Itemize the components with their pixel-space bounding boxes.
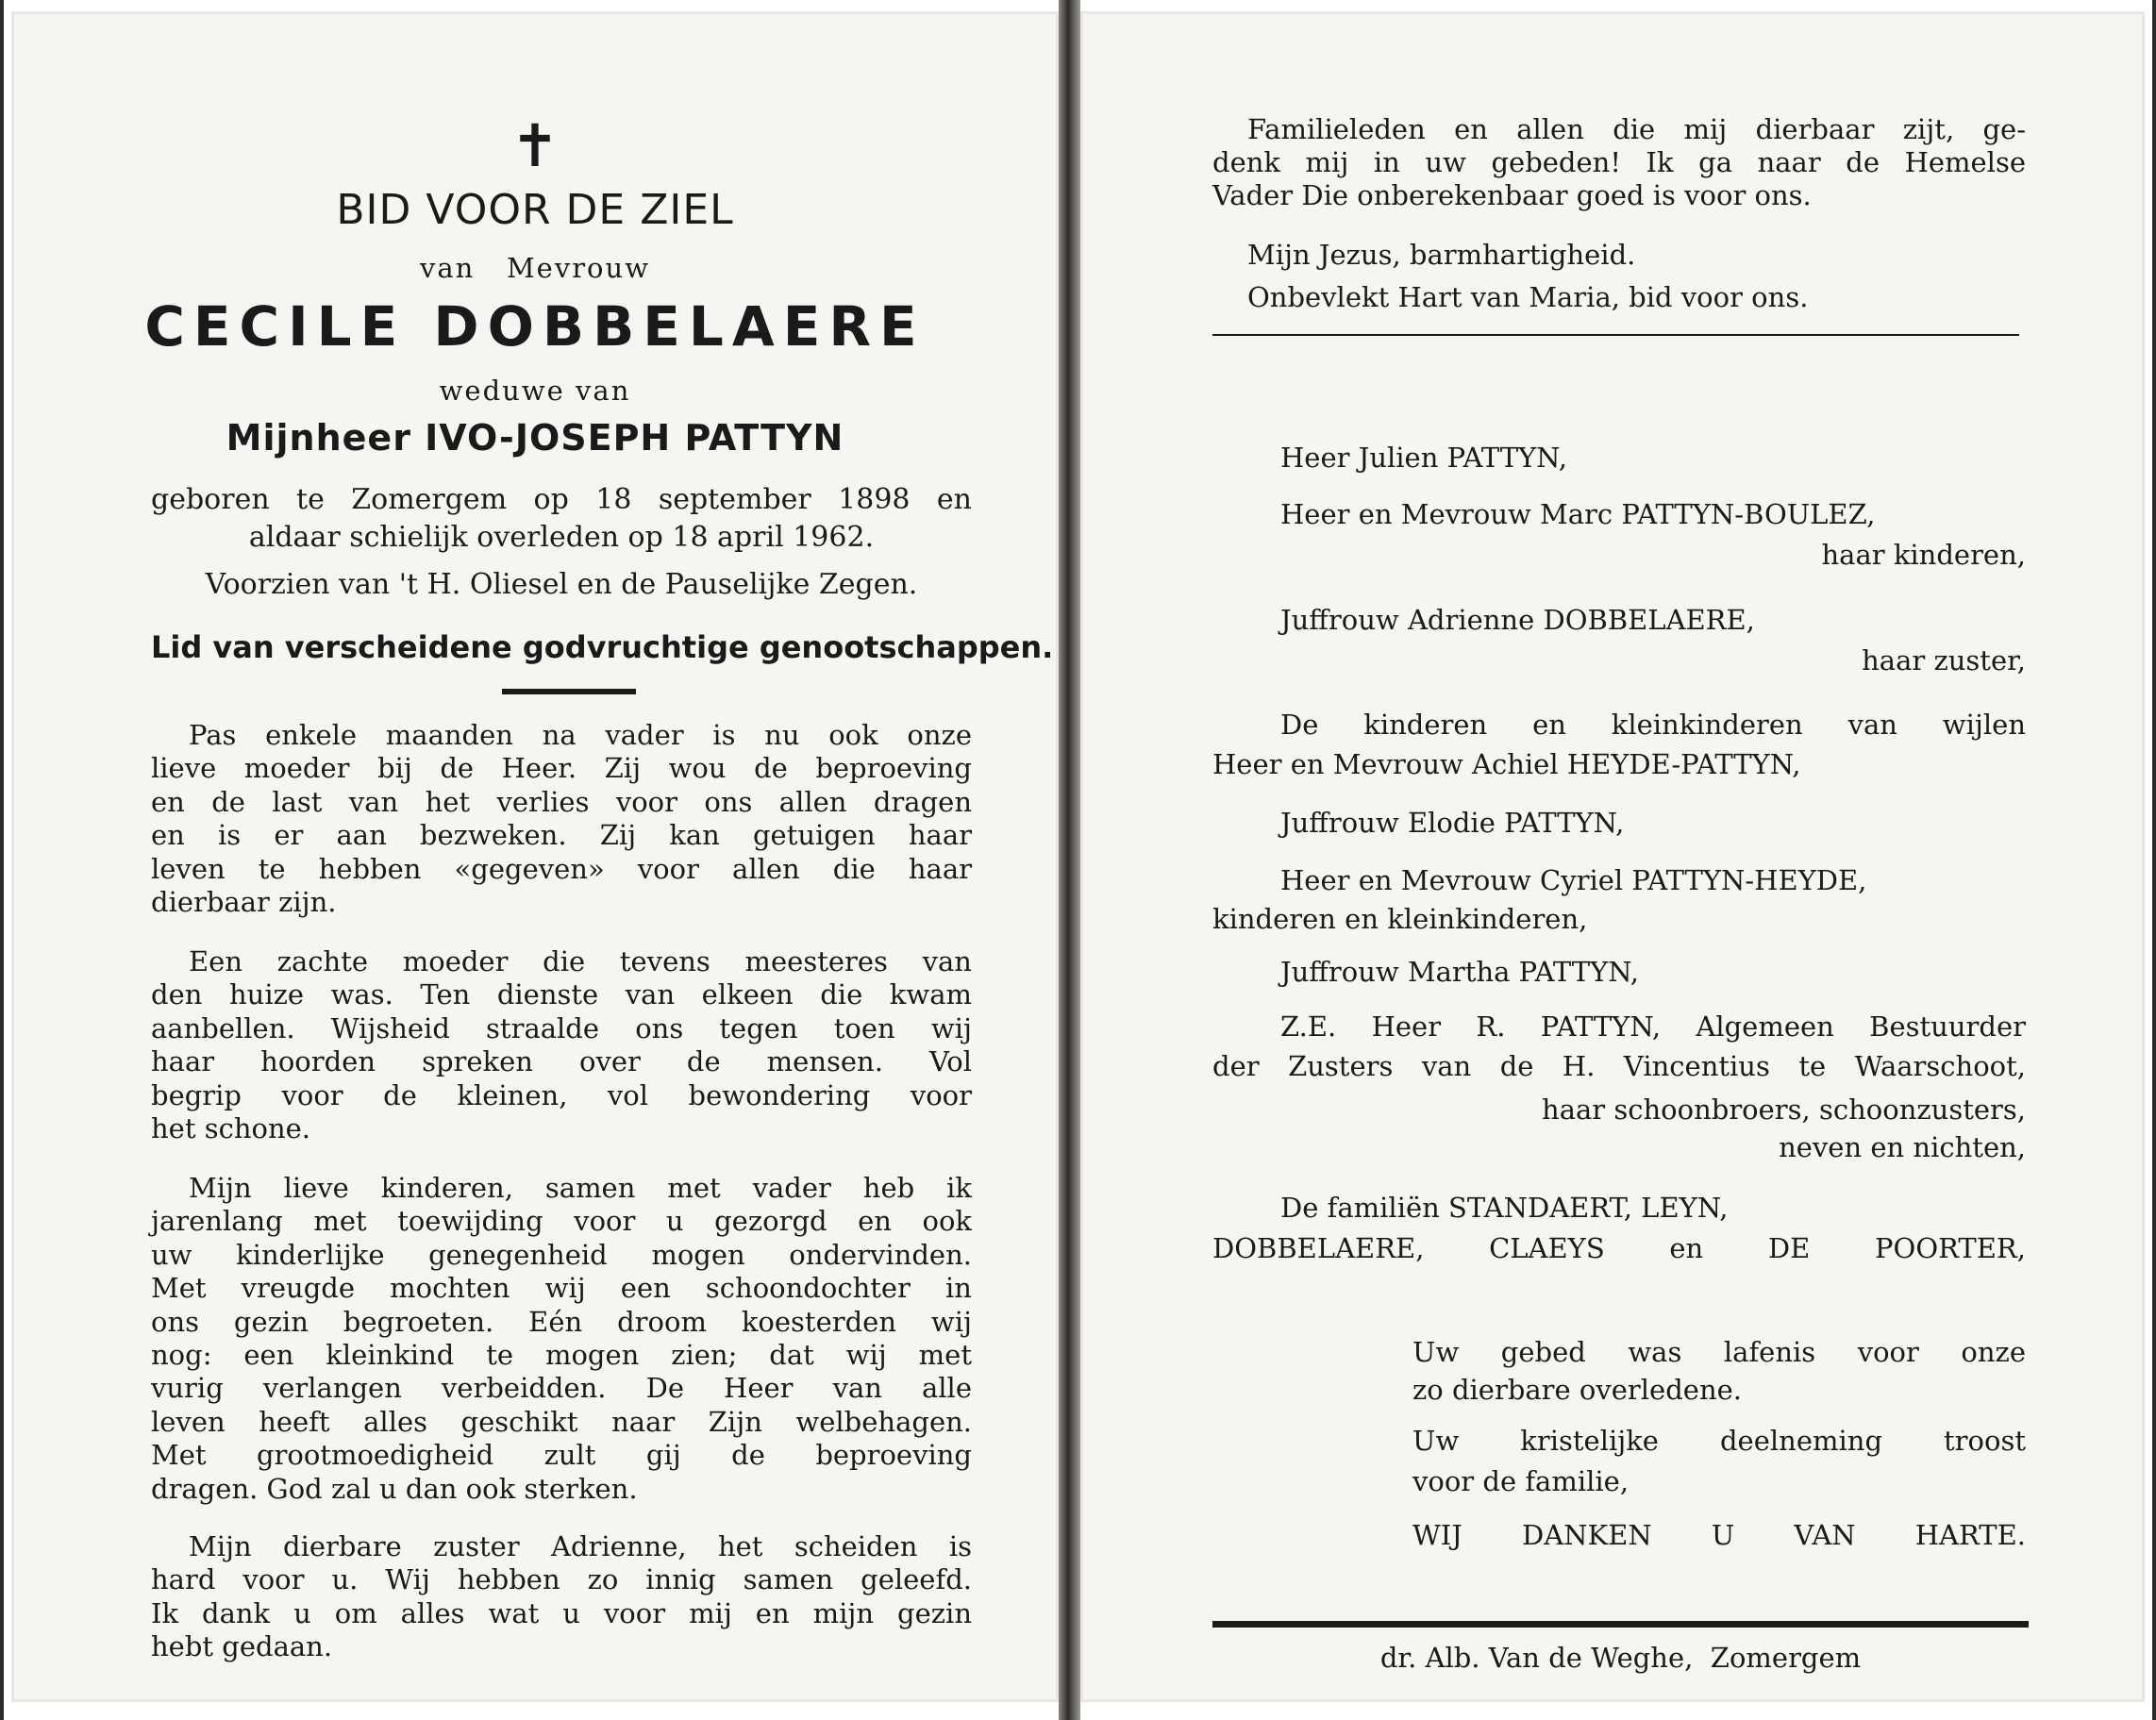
text-line: dragen. God zal u dan ook sterken. [151,1472,638,1505]
family-cyriel: Heer en Mevrouw Cyriel PATTYN-HEYDE, [1280,864,1867,896]
family-note: haar kinderen, [1821,539,2026,571]
family-marc: Heer en Mevrouw Marc PATTYN-BOULEZ, [1280,498,1876,530]
text-line: aanbellen. Wijsheid straalde ons tegen toen wij [151,1011,972,1044]
sacraments-line: Voorzien van 't H. Oliesel en de Pauselijke Zegen. [205,568,918,601]
text-line: hebt gedaan. [151,1630,333,1663]
text-line: en de last van het verlies voor ons allen dragen [151,785,972,818]
family-heyde-2: Heer en Mevrouw Achiel HEYDE-PATTYN, [1212,748,1801,780]
van-mevrouw: van Mevrouw [419,252,651,284]
thanks-line: Uw kristelijke deelneming troost [1412,1425,2026,1457]
text-line: het schone. [151,1112,311,1145]
text-line: Met vreugde mochten wij een schoondochter in [151,1272,972,1305]
paragraph-4 [151,1530,972,1664]
family-families: De familiën STANDAERT, LEYN, [1280,1192,1729,1224]
family-r-pattyn-2: der Zusters van de H. Vincentius te Waarschoot, [1212,1050,2026,1082]
family-elodie: Juffrouw Elodie PATTYN, [1280,807,1625,839]
family-prayer [1212,113,2026,212]
text-line: Ik dank u om alles wat u voor mij en mijn gezin [151,1596,972,1629]
membership-line: Lid van verscheidene godvruchtige genootschappen. [151,629,1054,665]
text-line: Familieleden en allen die mij dierbaar zijt, ge- [1247,113,2026,145]
family-julien: Heer Julien PATTYN, [1280,442,1567,474]
text-line: ons gezin begroeten. Eén droom koesterden wij [151,1305,972,1338]
text-line: jarenlang met toewijding voor u gezorgd en ook [151,1205,972,1238]
text-line: vurig verlangen verbeidden. De Heer van alle [151,1372,972,1405]
text-line: en is er aan bezweken. Zij kan getuigen haar [151,819,972,852]
text-line: uw kinderlijke genegenheid mogen ondervinden. [151,1238,972,1271]
text-line: leven te hebben «gegeven» voor allen die haar [151,852,972,885]
left-page [11,11,1059,1702]
prayer-title: BID VOOR DE ZIEL [336,186,734,234]
divider [1212,334,2019,336]
family-note: haar zuster, [1862,644,2026,676]
widow-of: weduwe van [439,375,631,407]
text-line: Een zachte moeder die tevens meesteres van [189,945,972,977]
text-line: dierbaar zijn. [151,886,337,919]
text-line: Pas enkele maanden na vader is nu ook onze [189,719,972,751]
text-line: haar hoorden spreken over de mensen. Vol [151,1045,972,1078]
family-note: neven en nichten, [1779,1131,2026,1163]
birth-line: geboren te Zomergem op 18 september 1898 en [151,483,972,516]
thanks-line: zo dierbare overledene. [1412,1374,1743,1406]
bottom-divider [1212,1621,2029,1628]
family-r-pattyn: Z.E. Heer R. PATTYN, Algemeen Bestuurder [1280,1010,2026,1043]
thanks-line: Uw gebed was lafenis voor onze [1412,1336,2026,1368]
text-line: Met grootmoedigheid zult gij de beproeving [151,1439,972,1472]
paragraph-3 [151,1172,972,1506]
prayer-jesus: Mijn Jezus, barmhartigheid. [1247,239,1636,271]
text-line: hard voor u. Wij hebben zo innig samen geleefd. [151,1563,972,1596]
family-families-2: DOBBELAERE, CLAEYS en DE POORTER, [1212,1232,2026,1264]
text-line: lieve moeder bij de Heer. Zij wou de beproeving [151,752,972,785]
separator [502,689,636,694]
right-card-edge [2152,0,2156,1720]
text-line: nog: een kleinkind te mogen zien; dat wij met [151,1339,972,1372]
family-martha: Juffrouw Martha PATTYN, [1280,956,1639,988]
cross-icon: ✝ [510,111,560,180]
paragraph-1 [151,719,972,919]
deceased-name: CECILE DOBBELAERE [144,294,926,359]
prayer-maria: Onbevlekt Hart van Maria, bid voor ons. [1247,281,1809,313]
text-line: denk mij in uw gebeden! Ik ga naar de Hemelse [1212,146,2026,178]
family-adrienne: Juffrouw Adrienne DOBBELAERE, [1280,604,1755,636]
thanks-line: voor de familie, [1412,1465,1630,1497]
text-line: den huize was. Ten dienste van elkeen die kwam [151,978,972,1011]
text-line: Vader Die onberekenbaar goed is voor ons. [1212,179,1812,211]
card-fold [1059,0,1080,1720]
family-heyde: De kinderen en kleinkinderen van wijlen [1280,709,2026,741]
text-line: begrip voor de kleinen, vol bewondering voor [151,1078,972,1111]
left-card-edge [0,0,4,1720]
family-cyriel-2: kinderen en kleinkinderen, [1212,903,1588,935]
death-line: aldaar schielijk overleden op 18 april 1962. [248,521,875,554]
text-line: Mijn lieve kinderen, samen met vader heb ik [189,1172,972,1204]
right-page [1080,11,2145,1702]
text-line: Mijn dierbare zuster Adrienne, het scheiden is [189,1530,972,1562]
paragraph-2 [151,945,972,1145]
family-note: haar schoonbroers, schoonzusters, [1542,1094,2026,1126]
text-line: leven heeft alles geschikt naar Zijn welbehagen. [151,1405,972,1438]
husband-name: Mijnheer IVO-JOSEPH PATTYN [226,417,844,459]
printer-credit: dr. Alb. Van de Weghe, Zomergem [1379,1642,1862,1674]
thanks-closing: WIJ DANKEN U VAN HARTE. [1412,1519,2026,1551]
